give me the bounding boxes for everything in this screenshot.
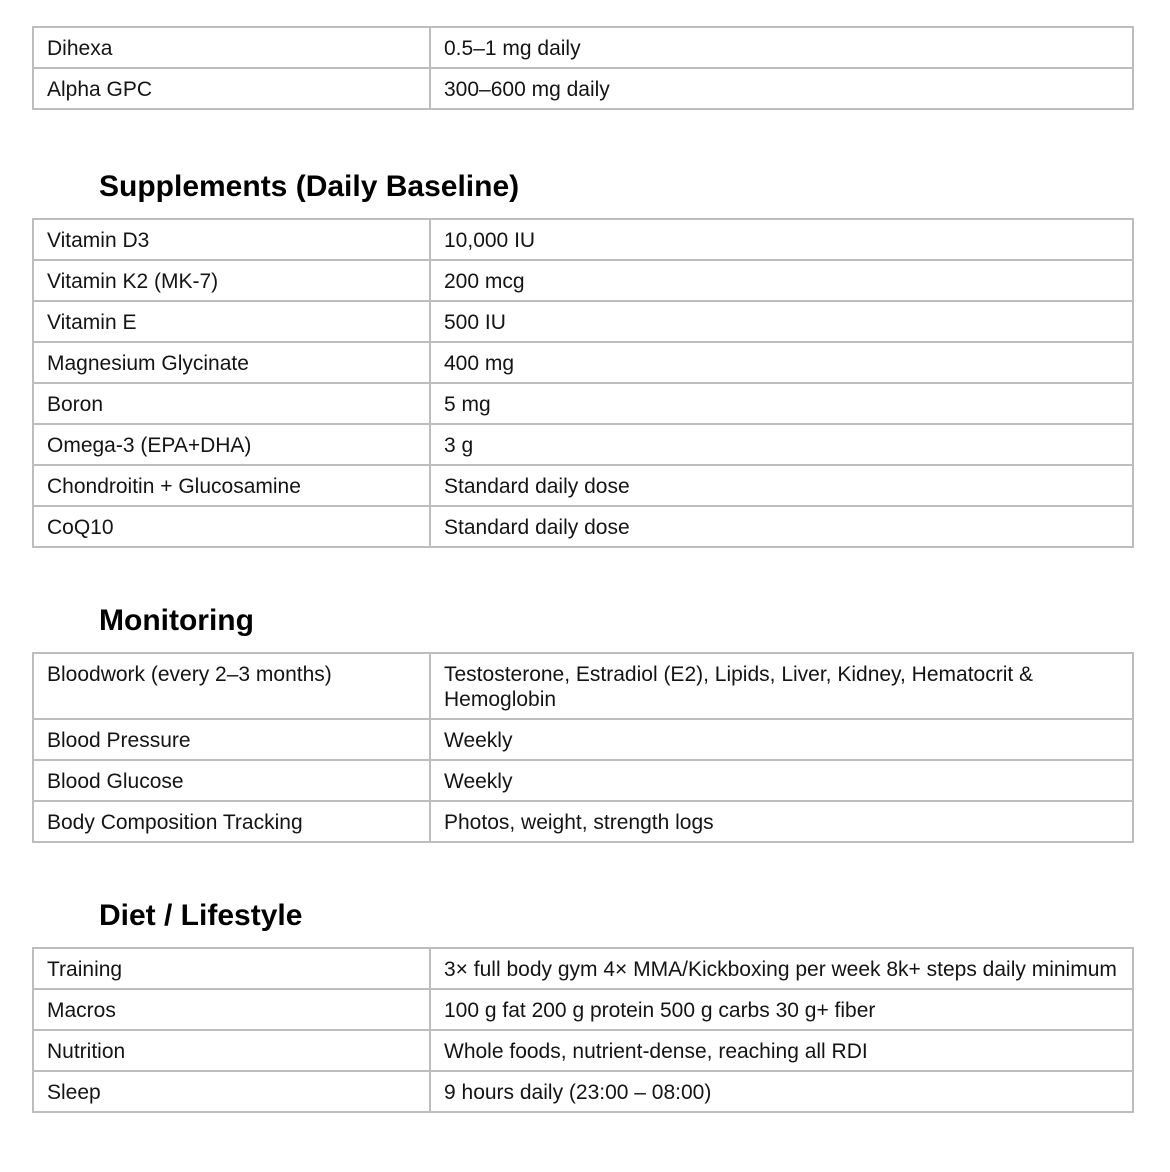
value-cell: 3× full body gym 4× MMA/Kickboxing per week 8k+ steps daily minimum (430, 948, 1133, 989)
item-cell: Alpha GPC (33, 68, 430, 109)
table-row (33, 989, 1133, 1030)
table-row (33, 948, 1133, 989)
item-cell: Vitamin K2 (MK-7) (33, 260, 430, 301)
value-cell: 400 mg (430, 342, 1133, 383)
item-cell: Nutrition (33, 1030, 430, 1071)
table-row (33, 301, 1133, 342)
value-cell: 10,000 IU (430, 219, 1133, 260)
section-heading-monitoring: Monitoring (99, 604, 254, 637)
table-row (33, 260, 1133, 301)
table-row (33, 342, 1133, 383)
table-row (33, 219, 1133, 260)
item-cell: Boron (33, 383, 430, 424)
item-cell: Omega-3 (EPA+DHA) (33, 424, 430, 465)
value-cell: 500 IU (430, 301, 1133, 342)
document-page (32, 26, 1134, 1113)
value-cell: 200 mcg (430, 260, 1133, 301)
value-cell: Testosterone, Estradiol (E2), Lipids, Liver, Kidney, Hematocrit & Hemoglobin (430, 653, 1133, 719)
table-row (33, 719, 1133, 760)
table-row (33, 27, 1133, 68)
item-cell: Blood Glucose (33, 760, 430, 801)
value-cell: Whole foods, nutrient-dense, reaching all RDI (430, 1030, 1133, 1071)
monitoring-table (32, 652, 1134, 843)
value-cell: 300–600 mg daily (430, 68, 1133, 109)
value-cell: 100 g fat 200 g protein 500 g carbs 30 g+ fiber (430, 989, 1133, 1030)
table-row (33, 506, 1133, 547)
item-cell: Magnesium Glycinate (33, 342, 430, 383)
table-row (33, 653, 1133, 719)
item-cell: Macros (33, 989, 430, 1030)
table-row (33, 1071, 1133, 1112)
diet-lifestyle-table (32, 947, 1134, 1113)
nootropics-table (32, 26, 1134, 110)
value-cell: Photos, weight, strength logs (430, 801, 1133, 842)
item-cell: Blood Pressure (33, 719, 430, 760)
item-cell: Vitamin D3 (33, 219, 430, 260)
section-heading-diet-lifestyle: Diet / Lifestyle (99, 899, 303, 932)
item-cell: Chondroitin + Glucosamine (33, 465, 430, 506)
value-cell: Weekly (430, 719, 1133, 760)
value-cell: 9 hours daily (23:00 – 08:00) (430, 1071, 1133, 1112)
item-cell: CoQ10 (33, 506, 430, 547)
table-row (33, 424, 1133, 465)
table-row (33, 383, 1133, 424)
value-cell: 3 g (430, 424, 1133, 465)
section-heading-supplements: Supplements (Daily Baseline) (99, 170, 520, 203)
item-cell: Bloodwork (every 2–3 months) (33, 653, 430, 719)
item-cell: Sleep (33, 1071, 430, 1112)
table-row (33, 68, 1133, 109)
value-cell: Standard daily dose (430, 506, 1133, 547)
value-cell: 5 mg (430, 383, 1133, 424)
item-cell: Training (33, 948, 430, 989)
item-cell: Dihexa (33, 27, 430, 68)
value-cell: Weekly (430, 760, 1133, 801)
value-cell: Standard daily dose (430, 465, 1133, 506)
value-cell: 0.5–1 mg daily (430, 27, 1133, 68)
table-row (33, 760, 1133, 801)
supplements-table (32, 218, 1134, 548)
item-cell: Vitamin E (33, 301, 430, 342)
item-cell: Body Composition Tracking (33, 801, 430, 842)
table-row (33, 465, 1133, 506)
table-row (33, 801, 1133, 842)
table-row (33, 1030, 1133, 1071)
